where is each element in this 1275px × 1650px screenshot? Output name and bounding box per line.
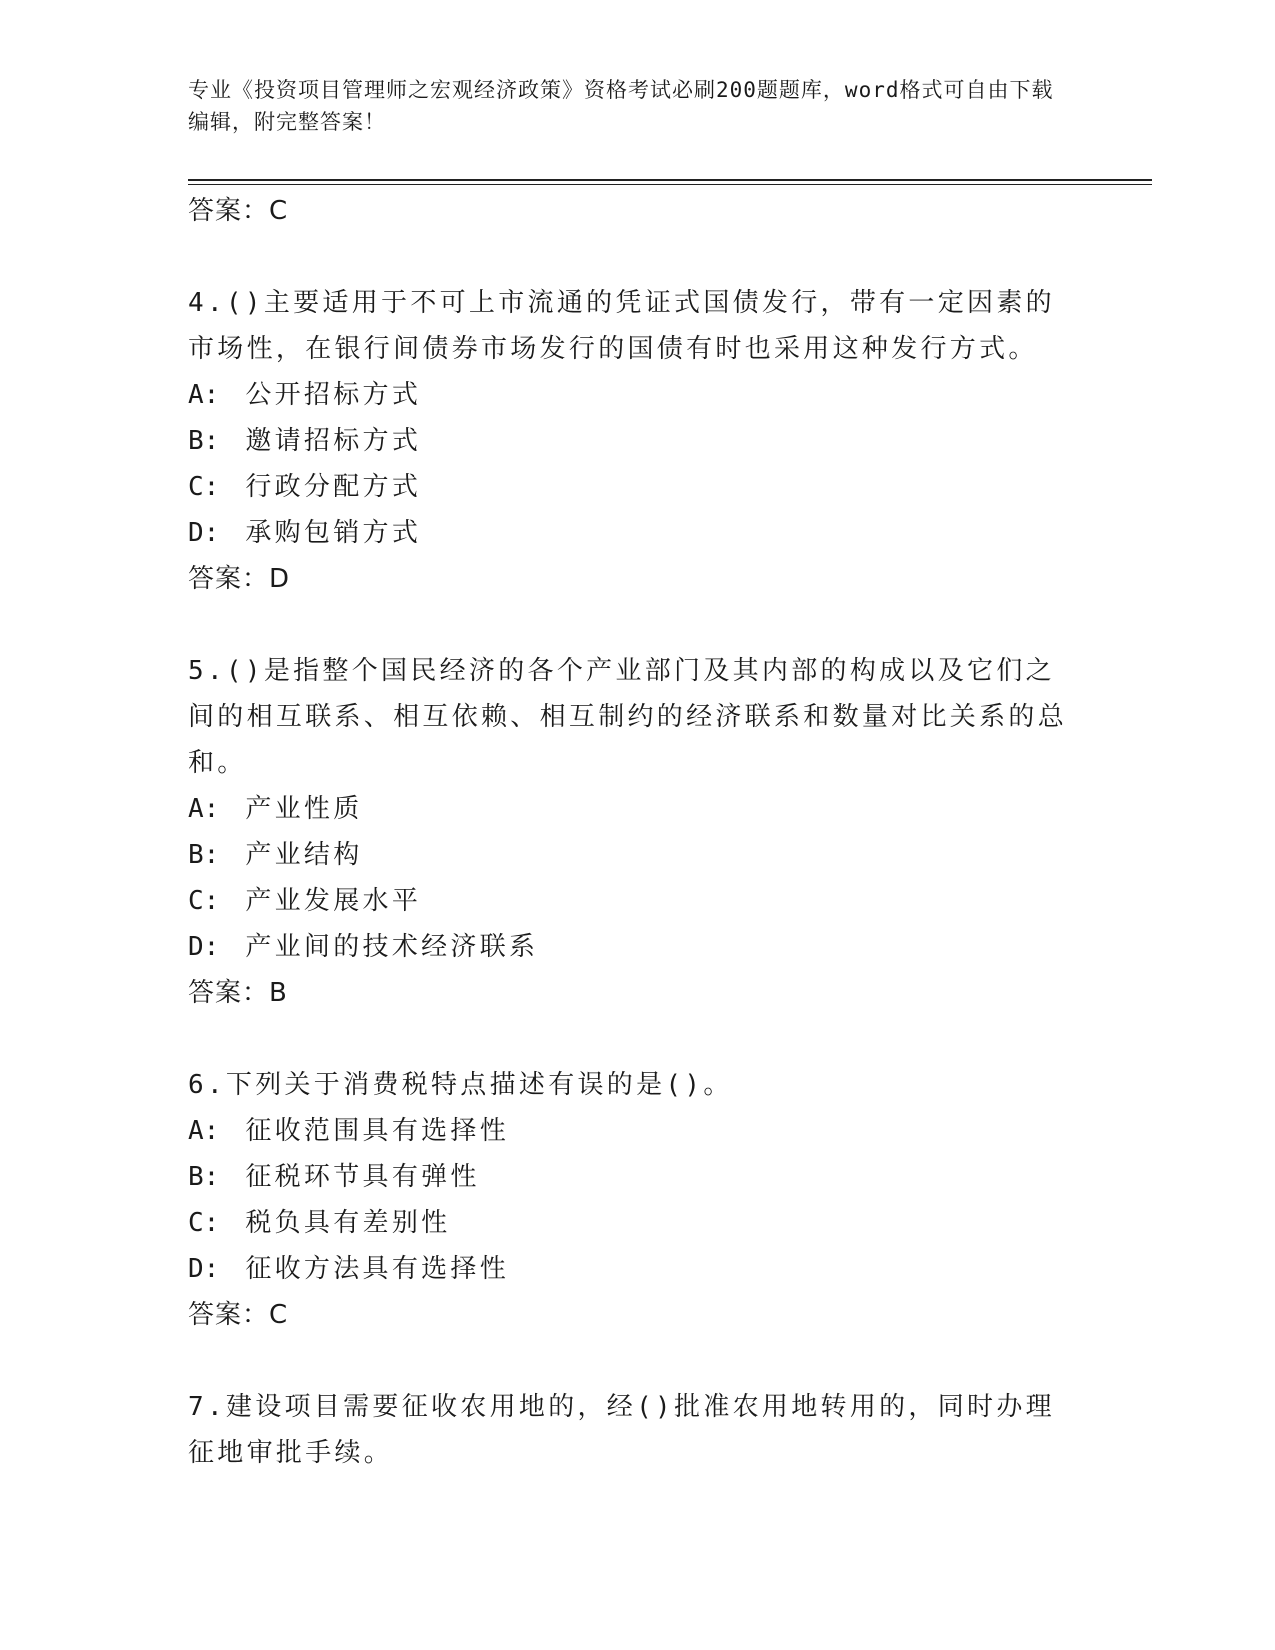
option-letter: B: xyxy=(188,840,220,870)
option-d xyxy=(188,1246,1068,1292)
page-header-title: 专业《投资项目管理师之宏观经济政策》资格考试必刷200题题库，word格式可自由下载编辑，附完整答案！ xyxy=(188,78,1054,134)
question-block xyxy=(188,1384,1068,1476)
answer-line: 答案：D xyxy=(188,564,291,594)
option-text: 产业结构 xyxy=(245,840,363,870)
option-d xyxy=(188,510,1068,556)
option-b xyxy=(188,418,1068,464)
option-d xyxy=(188,924,1068,970)
option-c xyxy=(188,1200,1068,1246)
answer-line: 答案：C xyxy=(188,196,289,226)
option-text: 征税环节具有弹性 xyxy=(245,1162,480,1192)
question-block xyxy=(188,280,1068,602)
header-divider-thick xyxy=(188,179,1152,181)
option-b xyxy=(188,1154,1068,1200)
question-stem: 5.()是指整个国民经济的各个产业部门及其内部的构成以及它们之间的相互联系、相互依赖、相互制约的经济联系和数量对比关系的总和。 xyxy=(188,656,1068,778)
header-divider-thin xyxy=(188,184,1152,185)
option-text: 邀请招标方式 xyxy=(245,426,422,456)
question-stem: 6.下列关于消费税特点描述有误的是()。 xyxy=(188,1070,733,1100)
option-text: 征收方法具有选择性 xyxy=(245,1254,510,1284)
option-a xyxy=(188,372,1068,418)
option-text: 征收范围具有选择性 xyxy=(245,1116,510,1146)
option-text: 税负具有差别性 xyxy=(245,1208,451,1238)
question-block xyxy=(188,648,1068,1016)
option-a xyxy=(188,1108,1068,1154)
option-text: 产业性质 xyxy=(245,794,363,824)
option-text: 公开招标方式 xyxy=(245,380,422,410)
spacer xyxy=(188,1016,1068,1062)
option-text: 行政分配方式 xyxy=(245,472,422,502)
option-letter: C: xyxy=(188,886,220,916)
option-c xyxy=(188,878,1068,924)
spacer xyxy=(188,1338,1068,1384)
option-letter: D: xyxy=(188,518,220,548)
option-letter: D: xyxy=(188,932,220,962)
option-text: 产业间的技术经济联系 xyxy=(245,932,539,962)
option-text: 承购包销方式 xyxy=(245,518,422,548)
option-letter: C: xyxy=(188,472,220,502)
option-letter: A: xyxy=(188,1116,220,1146)
option-letter: D: xyxy=(188,1254,220,1284)
option-text: 产业发展水平 xyxy=(245,886,422,916)
option-a xyxy=(188,786,1068,832)
question-stem: 4.()主要适用于不可上市流通的凭证式国债发行，带有一定因素的市场性，在银行间债券市场发行的国债有时也采用这种发行方式。 xyxy=(188,288,1055,364)
spacer xyxy=(188,602,1068,648)
answer-line: 答案：B xyxy=(188,978,288,1008)
option-c xyxy=(188,464,1068,510)
option-letter: A: xyxy=(188,794,220,824)
option-letter: C: xyxy=(188,1208,220,1238)
question-stem: 7.建设项目需要征收农用地的，经()批准农用地转用的，同时办理征地审批手续。 xyxy=(188,1392,1055,1468)
option-letter: A: xyxy=(188,380,220,410)
spacer xyxy=(188,234,1068,280)
option-letter: B: xyxy=(188,1162,220,1192)
option-letter: B: xyxy=(188,426,220,456)
answer-line: 答案：C xyxy=(188,1300,289,1330)
question-list xyxy=(188,188,1068,1476)
option-b xyxy=(188,832,1068,878)
question-block xyxy=(188,1062,1068,1338)
